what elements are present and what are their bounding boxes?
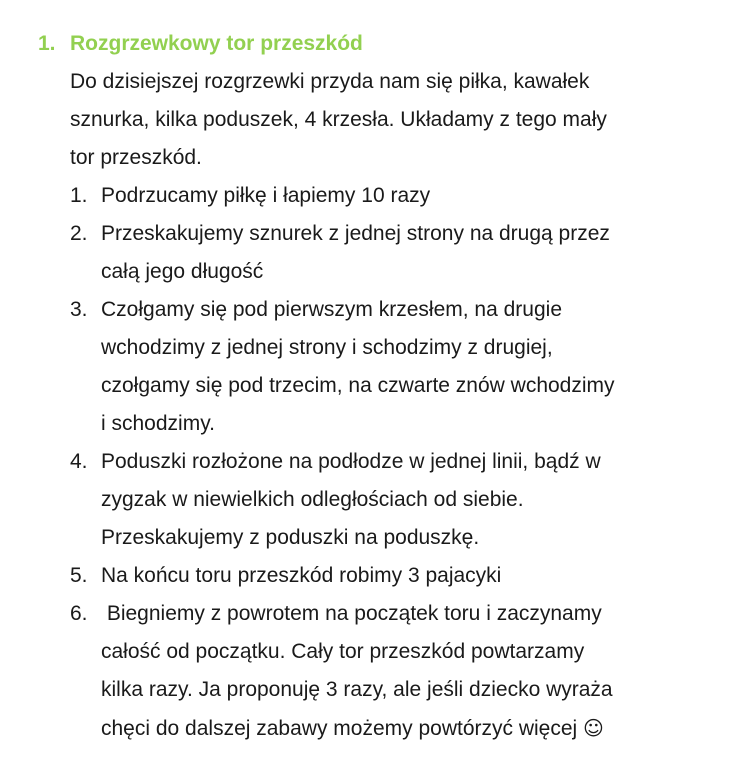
step-text-line	[101, 405, 720, 443]
step-text-line	[101, 329, 720, 367]
step-text: Czołgamy się pod pierwszym krzesłem, na drugie	[101, 298, 563, 321]
step-text-line	[101, 367, 720, 405]
smiley-icon: ☺	[583, 716, 604, 740]
list-item	[70, 443, 720, 557]
step-text-line	[101, 519, 720, 557]
list-item	[70, 595, 720, 748]
step-text: zygzak w niewielkich odległościach od siebie.	[101, 488, 524, 511]
step-number: 1.	[70, 184, 88, 207]
list-item	[70, 291, 720, 443]
step-text-line	[101, 557, 720, 595]
step-text: Podrzucamy piłkę i łapiemy 10 razy	[101, 184, 431, 207]
step-number: 4.	[70, 450, 88, 473]
step-text-line	[101, 253, 720, 291]
step-text: Poduszki rozłożone na podłodze w jednej linii, bądź w	[101, 450, 601, 473]
step-text-line	[101, 215, 720, 253]
step-text-line	[101, 291, 720, 329]
step-text: chęci do dalszej zabawy możemy powtórzyć więcej	[101, 717, 578, 740]
step-number: 5.	[70, 564, 88, 587]
intro-line: sznurka, kilka poduszek, 4 krzesła. Układamy z tego mały	[70, 108, 607, 131]
list-item	[70, 177, 720, 215]
intro-line: tor przeszkód.	[70, 146, 202, 169]
step-text: Biegniemy z powrotem na początek toru i zaczynamy	[101, 602, 602, 625]
section-title: Rozgrzewkowy tor przeszkód	[70, 32, 363, 55]
step-text-line	[101, 595, 720, 633]
list-item	[70, 215, 720, 291]
step-text-line	[101, 443, 720, 481]
step-number: 2.	[70, 222, 88, 245]
step-text: Przeskakujemy z poduszki na poduszkę.	[101, 526, 480, 549]
step-text: kilka razy. Ja proponuję 3 razy, ale jeśli dziecko wyraża	[101, 678, 613, 701]
step-text: całość od początku. Cały tor przeszkód powtarzamy	[101, 640, 585, 663]
steps-list	[70, 177, 720, 748]
step-text: i schodzimy.	[101, 412, 215, 435]
step-number: 3.	[70, 298, 88, 321]
step-text: Przeskakujemy sznurek z jednej strony na drugą przez	[101, 222, 610, 245]
intro-paragraph	[70, 63, 710, 177]
section-heading	[38, 25, 363, 63]
step-text: Na końcu toru przeszkód robimy 3 pajacyki	[101, 564, 502, 587]
step-text: czołgamy się pod trzecim, na czwarte znów wchodzimy	[101, 374, 615, 397]
step-text: całą jego długość	[101, 260, 264, 283]
step-text: wchodzimy z jednej strony i schodzimy z drugiej,	[101, 336, 553, 359]
list-item	[70, 557, 720, 595]
intro-line: Do dzisiejszej rozgrzewki przyda nam się piłka, kawałek	[70, 70, 590, 93]
step-text-line	[101, 671, 720, 709]
step-text-line	[101, 481, 720, 519]
section-number: 1.	[38, 32, 56, 55]
step-number: 6.	[70, 602, 88, 625]
step-text-line	[101, 177, 720, 215]
step-text-line	[101, 709, 720, 748]
step-text-line	[101, 633, 720, 671]
